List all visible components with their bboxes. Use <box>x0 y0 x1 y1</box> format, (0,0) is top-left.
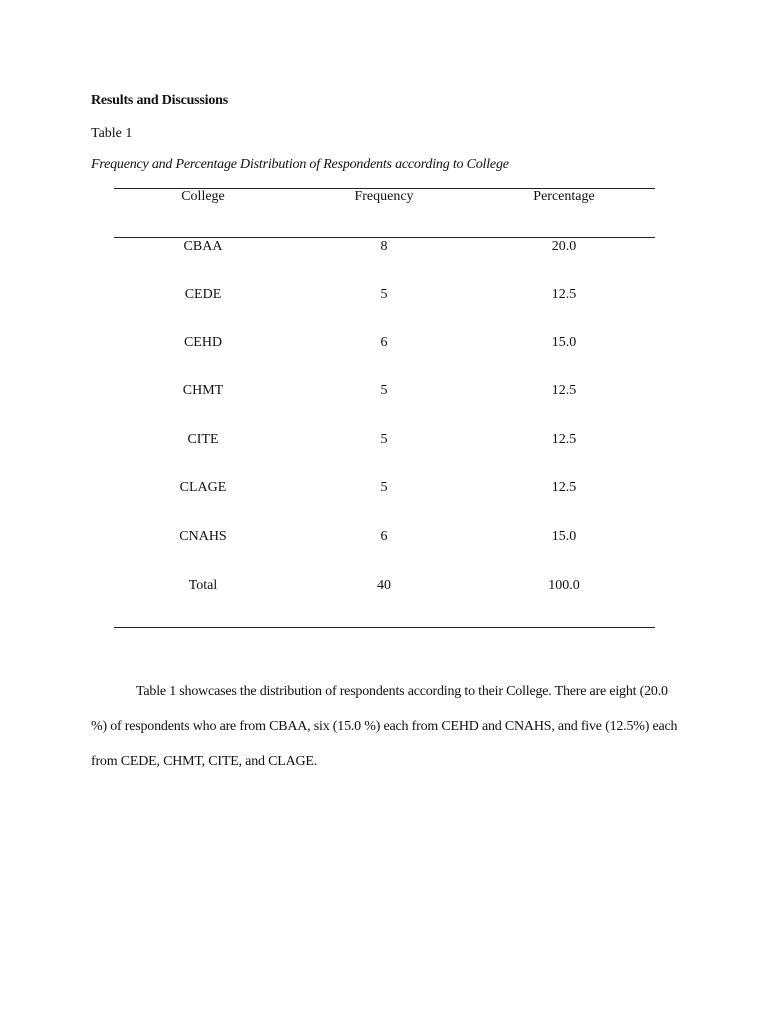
table-header-rule <box>114 237 655 238</box>
table-cell-percentage: 12.5 <box>551 480 577 495</box>
section-heading: Results and Discussions <box>91 93 228 108</box>
table-total-frequency: 40 <box>377 578 391 593</box>
table-cell-percentage: 12.5 <box>551 287 577 302</box>
table-cell-frequency: 6 <box>380 335 388 350</box>
table-cell-college: CITE <box>187 432 219 447</box>
table-cell-frequency: 5 <box>380 287 388 302</box>
table-bottom-rule <box>114 627 655 628</box>
table-label: Table 1 <box>91 126 133 141</box>
table-cell-frequency: 5 <box>380 432 388 447</box>
table-cell-percentage: 15.0 <box>551 335 577 350</box>
table-cell-frequency: 6 <box>380 529 388 544</box>
table-cell-percentage: 20.0 <box>551 239 577 254</box>
table-cell-frequency: 5 <box>380 480 388 495</box>
header-college: College <box>181 189 225 204</box>
table-cell-college: CLAGE <box>179 480 227 495</box>
header-percentage: Percentage <box>533 189 595 204</box>
discussion-paragraph: Table 1 showcases the distribution of respondents according to their College. There are eight (20.0 %) of respondents who are from CBAA, six (15.0 %) each from CEHD and CNAHS, and five (12.5%) each from CEDE, CHMT, CITE, and CLAGE. <box>91 684 678 769</box>
table-cell-college: CNAHS <box>179 529 227 544</box>
table-cell-college: CHMT <box>182 383 224 398</box>
table-cell-percentage: 15.0 <box>551 529 577 544</box>
table-caption: Frequency and Percentage Distribution of Respondents according to College <box>91 157 509 172</box>
table-cell-college: CBAA <box>183 239 223 254</box>
table-cell-college: CEDE <box>184 287 222 302</box>
table-cell-frequency: 8 <box>380 239 388 254</box>
table-cell-college: CEHD <box>183 335 223 350</box>
table-cell-percentage: 12.5 <box>551 383 577 398</box>
table-cell-frequency: 5 <box>380 383 388 398</box>
table-total-percentage: 100.0 <box>548 578 580 593</box>
table-cell-percentage: 12.5 <box>551 432 577 447</box>
table-total-label: Total <box>188 578 218 593</box>
header-frequency: Frequency <box>354 189 414 204</box>
